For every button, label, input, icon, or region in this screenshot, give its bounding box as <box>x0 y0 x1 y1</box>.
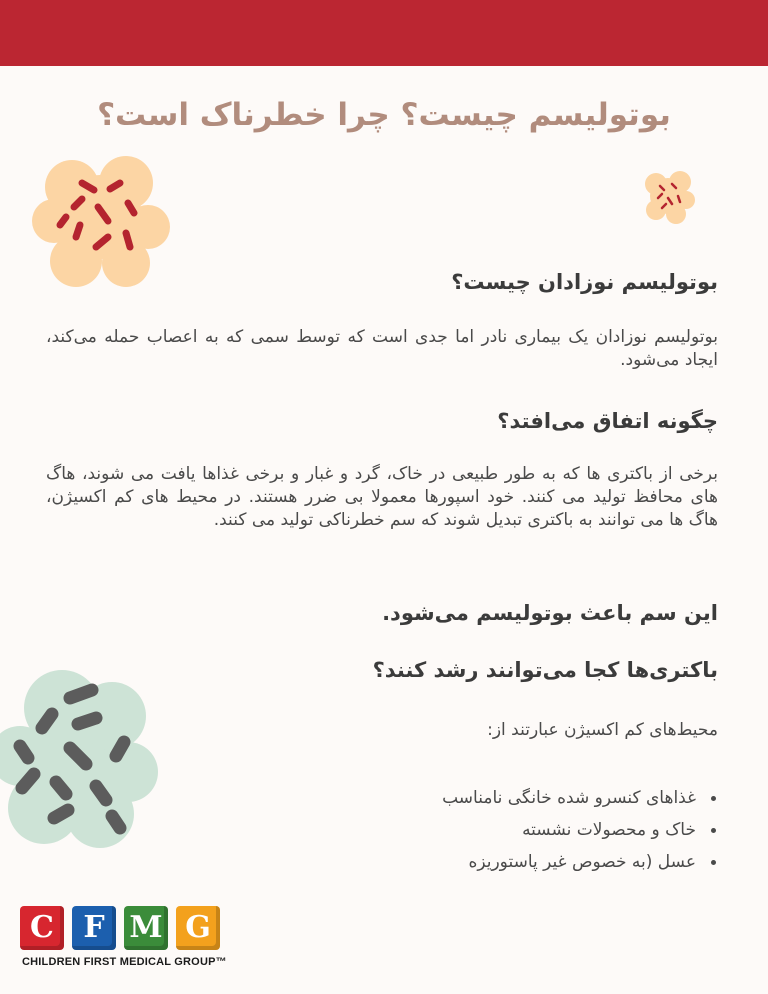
logo-block-m: M <box>124 906 168 950</box>
bacteria-illustration-green <box>0 668 160 853</box>
section-body-what-is: بوتولیسم نوزادان یک بیماری نادر اما جدی است که توسط سمی که به اعصاب حمله می‌کند، ایجاد می‌شود. <box>46 327 718 370</box>
list-item: عسل (به خصوص غیر پاستوریزه <box>442 846 696 878</box>
top-banner <box>0 0 768 66</box>
section-heading-what-is: بوتولیسم نوزادان چیست؟ <box>451 270 718 294</box>
list-item: خاک و محصولات نشسته <box>442 814 696 846</box>
page-title: بوتولیسم چیست؟ چرا خطرناک است؟ <box>97 97 671 133</box>
section-heading-how: چگونه اتفاق می‌افتد؟ <box>497 409 718 433</box>
section-body-how: برخی از باکتری ها که به طور طبیعی در خاک، گرد و غبار و برخی غذاها یافت می شوند، هاگ های محافظ تولید می کنند. خود اسپورها معمولا بی ضرر هستند. در محیط های کم اکسیژن، هاگ ها می توانند به باکتری تبدیل شوند که سم خطرناکی تولید می کنند. <box>46 464 718 530</box>
section-heading-where: باکتری‌ها کجا می‌توانند رشد کنند؟ <box>372 658 718 682</box>
list-item: غذاهای کنسرو شده خانگی نامناسب <box>442 782 696 814</box>
bacteria-illustration-small <box>640 168 696 224</box>
bacteria-illustration-orange <box>30 155 170 290</box>
logo-block-g: G <box>176 906 220 950</box>
toxin-statement: این سم باعث بوتولیسم می‌شود. <box>382 601 718 625</box>
logo-block-c: C <box>20 906 64 950</box>
logo-text: CHILDREN FIRST MEDICAL GROUP™ <box>22 956 227 968</box>
environments-intro: محیط‌های کم اکسیژن عبارتند از: <box>487 720 718 740</box>
cfmg-logo <box>20 906 230 976</box>
logo-block-f: F <box>72 906 116 950</box>
environments-list <box>442 782 718 878</box>
